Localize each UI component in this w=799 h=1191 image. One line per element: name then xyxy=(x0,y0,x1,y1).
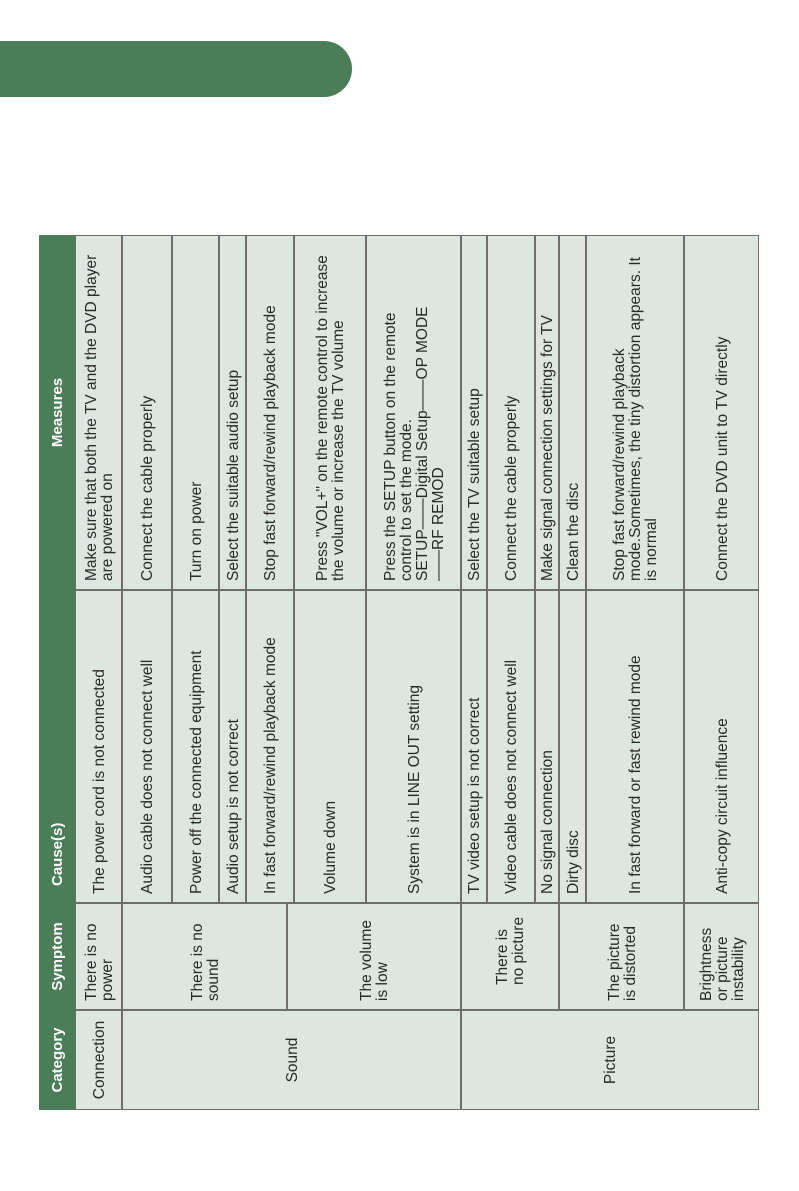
measure-cell: Stop fast forward/rewind playback mode.Sometimes, the tiny distortion appears. It is normal xyxy=(586,235,684,590)
cause-cell: In fast forward/rewind playback mode xyxy=(246,590,294,903)
symptom-cell: There is no picture xyxy=(461,903,559,1010)
cause-cell: Volume down xyxy=(294,590,366,903)
cause-cell: The power cord is not connected xyxy=(75,590,122,903)
measure-cell: Stop fast forward/rewind playback mode xyxy=(246,235,294,590)
measure-cell: Make sure that both the TV and the DVD player are powered on xyxy=(75,235,122,590)
measure-cell: Clean the disc xyxy=(559,235,586,590)
category-cell: Connection xyxy=(75,1010,122,1110)
measure-cell: Turn on power xyxy=(172,235,219,590)
header-symptom: Symptom xyxy=(39,903,75,1010)
measure-cell: Select the TV suitable setup xyxy=(461,235,487,590)
measure-cell: Select the suitable audio setup xyxy=(219,235,246,590)
measure-cell: Connect the DVD unit to TV directly xyxy=(684,235,759,590)
cause-cell: In fast forward or fast rewind mode xyxy=(586,590,684,903)
measure-cell: Press "VOL+" on the remote control to increase the volume or increase the TV volume xyxy=(294,235,366,590)
category-cell: Picture xyxy=(461,1010,759,1110)
category-cell: Sound xyxy=(122,1010,461,1110)
troubleshooting-table xyxy=(39,235,759,1110)
header-banner xyxy=(0,41,352,97)
cause-cell: Video cable does not connect well xyxy=(487,590,535,903)
cause-cell: Dirty disc xyxy=(559,590,586,903)
symptom-cell: The volume is low xyxy=(287,903,461,1010)
symptom-cell: Brightness or picture instability xyxy=(684,903,759,1010)
cause-cell: Anti-copy circuit influence xyxy=(684,590,759,903)
measure-cell: Connect the cable properly xyxy=(487,235,535,590)
cause-cell: System is in LINE OUT setting xyxy=(366,590,461,903)
symptom-cell: The picture is distorted xyxy=(559,903,684,1010)
symptom-cell: There is no power xyxy=(75,903,122,1010)
cause-cell: Power off the connected equipment xyxy=(172,590,219,903)
measure-cell: Make signal connection settings for TV xyxy=(535,235,559,590)
cause-cell: TV video setup is not correct xyxy=(461,590,487,903)
header-category: Category xyxy=(39,1010,75,1110)
header-causes: Cause(s) xyxy=(39,590,75,903)
cause-cell: Audio cable does not connect well xyxy=(122,590,172,903)
cause-cell: No signal connection xyxy=(535,590,559,903)
header-measures: Measures xyxy=(39,235,75,590)
measure-cell: Connect the cable properly xyxy=(122,235,172,590)
cause-cell: Audio setup is not correct xyxy=(219,590,246,903)
measure-cell: Press the SETUP button on the remote control to set the mode. SETUP——Digital Setup——OP MODE ——RF REMOD xyxy=(366,235,461,590)
symptom-cell: There is no sound xyxy=(122,903,287,1010)
